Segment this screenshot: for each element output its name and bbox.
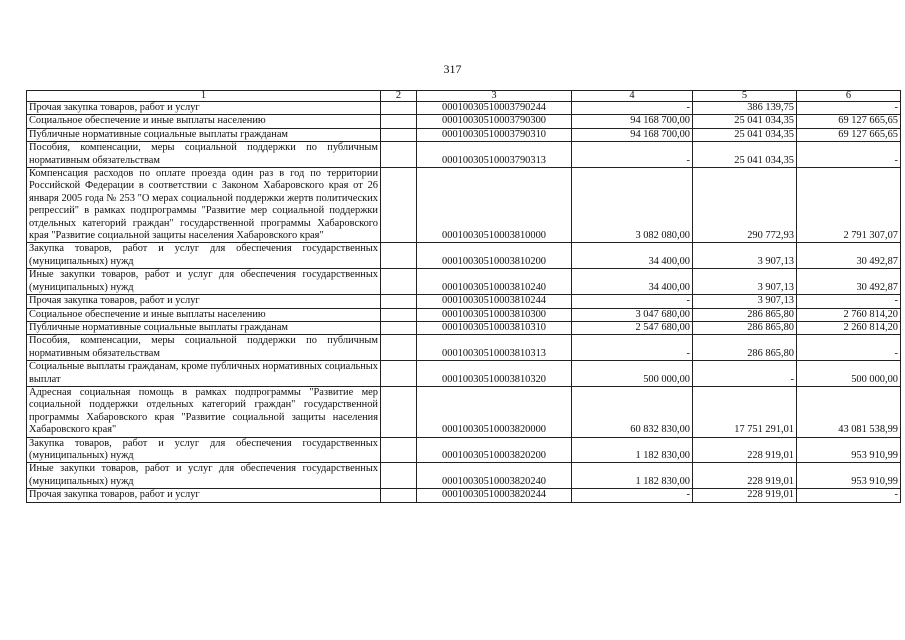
row-col6-cell: 30 492,87 — [797, 269, 901, 295]
row-empty-cell — [381, 295, 417, 308]
page-number: 317 — [443, 62, 462, 76]
row-name-cell: Прочая закупка товаров, работ и услуг — [27, 295, 381, 308]
row-empty-cell — [381, 168, 417, 243]
table-row — [27, 269, 901, 295]
table-row — [27, 321, 901, 334]
row-name-cell: Адресная социальная помощь в рамках подпрограммы "Развитие мер социальной поддержки отдельных категорий граждан" государственной программы Хабаровского края "Развитие социальной защиты населения Хабаровского края" — [27, 386, 381, 437]
column-header: 1 — [27, 91, 381, 102]
budget-table — [26, 90, 901, 503]
row-col5-cell: 228 919,01 — [693, 463, 797, 489]
row-empty-cell — [381, 115, 417, 128]
row-col5-cell: 25 041 034,35 — [693, 128, 797, 141]
row-name-cell: Закупка товаров, работ и услуг для обеспечения государственных (муниципальных) нужд — [27, 243, 381, 269]
table-row — [27, 102, 901, 115]
row-col6-cell: 2 260 814,20 — [797, 321, 901, 334]
row-col6-cell: 69 127 665,65 — [797, 115, 901, 128]
row-code-cell: 00010030510003790310 — [417, 128, 572, 141]
row-code-cell: 00010030510003810000 — [417, 168, 572, 243]
row-name-cell: Публичные нормативные социальные выплаты гражданам — [27, 128, 381, 141]
row-col5-cell: 3 907,13 — [693, 295, 797, 308]
table-row — [27, 115, 901, 128]
table-row — [27, 142, 901, 168]
column-header: 3 — [417, 91, 572, 102]
row-empty-cell — [381, 489, 417, 502]
row-name-cell: Прочая закупка товаров, работ и услуг — [27, 489, 381, 502]
row-col4-cell: 500 000,00 — [572, 361, 693, 387]
row-col4-cell: 3 047 680,00 — [572, 308, 693, 321]
row-col4-cell: - — [572, 489, 693, 502]
row-col5-cell: 228 919,01 — [693, 489, 797, 502]
row-col5-cell: 3 907,13 — [693, 243, 797, 269]
row-empty-cell — [381, 102, 417, 115]
table-body — [27, 102, 901, 503]
row-col6-cell: 30 492,87 — [797, 243, 901, 269]
row-col6-cell: - — [797, 142, 901, 168]
row-name-cell: Социальное обеспечение и иные выплаты населению — [27, 115, 381, 128]
row-code-cell: 00010030510003820244 — [417, 489, 572, 502]
row-name-cell: Публичные нормативные социальные выплаты гражданам — [27, 321, 381, 334]
table-row — [27, 463, 901, 489]
table-row — [27, 243, 901, 269]
row-col5-cell: 386 139,75 — [693, 102, 797, 115]
row-col4-cell: 34 400,00 — [572, 269, 693, 295]
row-col5-cell: - — [693, 361, 797, 387]
row-empty-cell — [381, 308, 417, 321]
row-name-cell: Социальное обеспечение и иные выплаты населению — [27, 308, 381, 321]
row-col6-cell: - — [797, 102, 901, 115]
row-name-cell: Пособия, компенсации, меры социальной поддержки по публичным нормативным обязательствам — [27, 142, 381, 168]
table-row — [27, 437, 901, 463]
row-col5-cell: 25 041 034,35 — [693, 115, 797, 128]
row-code-cell: 00010030510003810310 — [417, 321, 572, 334]
row-col6-cell: 43 081 538,99 — [797, 386, 901, 437]
row-name-cell: Прочая закупка товаров, работ и услуг — [27, 102, 381, 115]
table-row — [27, 128, 901, 141]
column-header: 4 — [572, 91, 693, 102]
column-header: 6 — [797, 91, 901, 102]
row-col6-cell: 953 910,99 — [797, 437, 901, 463]
row-code-cell: 00010030510003810244 — [417, 295, 572, 308]
row-col5-cell: 25 041 034,35 — [693, 142, 797, 168]
row-code-cell: 00010030510003790244 — [417, 102, 572, 115]
row-empty-cell — [381, 463, 417, 489]
row-col5-cell: 290 772,93 — [693, 168, 797, 243]
row-col6-cell: - — [797, 295, 901, 308]
row-name-cell: Пособия, компенсации, меры социальной поддержки по публичным нормативным обязательствам — [27, 335, 381, 361]
table-row — [27, 308, 901, 321]
row-col6-cell: 2 791 307,07 — [797, 168, 901, 243]
row-col6-cell: 953 910,99 — [797, 463, 901, 489]
row-col4-cell: 94 168 700,00 — [572, 115, 693, 128]
row-empty-cell — [381, 437, 417, 463]
column-header: 5 — [693, 91, 797, 102]
row-code-cell: 00010030510003790313 — [417, 142, 572, 168]
row-empty-cell — [381, 361, 417, 387]
row-col4-cell: 60 832 830,00 — [572, 386, 693, 437]
row-code-cell: 00010030510003810200 — [417, 243, 572, 269]
row-name-cell: Компенсация расходов по оплате проезда один раз в год по территории Российской Федерации в соответствии с Законом Хабаровского края от 26 января 2005 года № 253 "О мерах социальной поддержки жертв политических репрессий" в рамках подпрограммы "Развитие мер социальной поддержки отдельных категорий граждан" государственной программы Хабаровского края "Развитие социальной защиты населения Хабаровского края" — [27, 168, 381, 243]
table-row — [27, 168, 901, 243]
row-name-cell: Социальные выплаты гражданам, кроме публичных нормативных социальных выплат — [27, 361, 381, 387]
row-col6-cell: - — [797, 489, 901, 502]
row-col5-cell: 228 919,01 — [693, 437, 797, 463]
row-empty-cell — [381, 386, 417, 437]
row-col4-cell: 34 400,00 — [572, 243, 693, 269]
row-code-cell: 00010030510003810313 — [417, 335, 572, 361]
row-empty-cell — [381, 142, 417, 168]
row-code-cell: 00010030510003790300 — [417, 115, 572, 128]
row-col4-cell: 1 182 830,00 — [572, 463, 693, 489]
row-empty-cell — [381, 269, 417, 295]
table-row — [27, 295, 901, 308]
row-col6-cell: 69 127 665,65 — [797, 128, 901, 141]
row-name-cell: Закупка товаров, работ и услуг для обеспечения государственных (муниципальных) нужд — [27, 437, 381, 463]
row-code-cell: 00010030510003810320 — [417, 361, 572, 387]
row-col4-cell: 2 547 680,00 — [572, 321, 693, 334]
row-col4-cell: 94 168 700,00 — [572, 128, 693, 141]
row-col4-cell: 3 082 080,00 — [572, 168, 693, 243]
row-empty-cell — [381, 321, 417, 334]
row-col4-cell: - — [572, 335, 693, 361]
row-code-cell: 00010030510003820240 — [417, 463, 572, 489]
row-col6-cell: 500 000,00 — [797, 361, 901, 387]
row-col4-cell: - — [572, 295, 693, 308]
row-col6-cell: 2 760 814,20 — [797, 308, 901, 321]
column-header: 2 — [381, 91, 417, 102]
row-empty-cell — [381, 335, 417, 361]
table-row — [27, 335, 901, 361]
row-col4-cell: - — [572, 142, 693, 168]
row-col5-cell: 286 865,80 — [693, 335, 797, 361]
row-code-cell: 00010030510003820000 — [417, 386, 572, 437]
row-code-cell: 00010030510003810240 — [417, 269, 572, 295]
row-col6-cell: - — [797, 335, 901, 361]
table-row — [27, 386, 901, 437]
table-row — [27, 489, 901, 502]
row-col4-cell: 1 182 830,00 — [572, 437, 693, 463]
row-code-cell: 00010030510003810300 — [417, 308, 572, 321]
row-col5-cell: 286 865,80 — [693, 308, 797, 321]
table-row — [27, 361, 901, 387]
row-col5-cell: 17 751 291,01 — [693, 386, 797, 437]
row-col5-cell: 3 907,13 — [693, 269, 797, 295]
row-name-cell: Иные закупки товаров, работ и услуг для обеспечения государственных (муниципальных) нужд — [27, 269, 381, 295]
row-code-cell: 00010030510003820200 — [417, 437, 572, 463]
row-name-cell: Иные закупки товаров, работ и услуг для обеспечения государственных (муниципальных) нужд — [27, 463, 381, 489]
row-col5-cell: 286 865,80 — [693, 321, 797, 334]
row-empty-cell — [381, 243, 417, 269]
row-empty-cell — [381, 128, 417, 141]
row-col4-cell: - — [572, 102, 693, 115]
header-row — [27, 91, 901, 102]
